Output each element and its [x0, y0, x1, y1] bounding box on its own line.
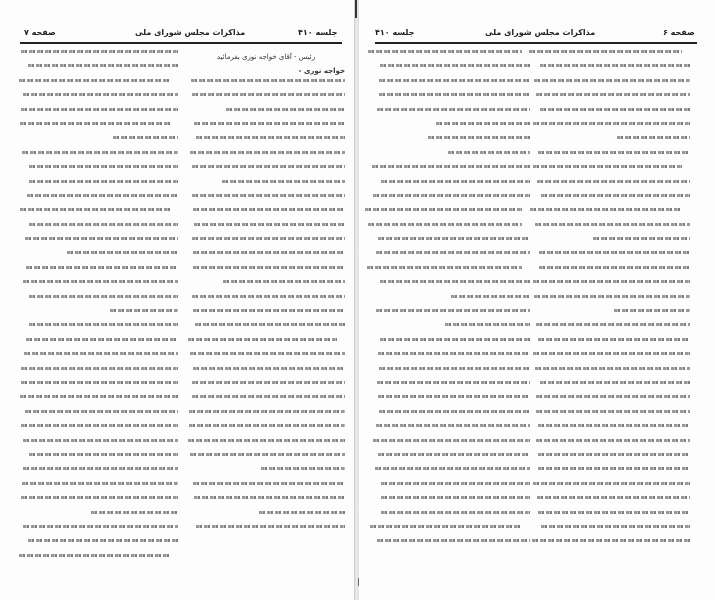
- illegible-text-line: [533, 280, 691, 283]
- header-rule: [20, 42, 342, 44]
- illegible-text-line: [532, 539, 690, 542]
- illegible-text-line: [21, 424, 178, 427]
- illegible-text-line: [29, 295, 178, 298]
- illegible-text-line: [540, 64, 690, 67]
- illegible-text-line: [540, 381, 690, 384]
- illegible-text-line: [223, 280, 345, 283]
- illegible-text-line: [530, 208, 682, 211]
- illegible-text-line: [23, 467, 178, 470]
- illegible-text-line: [189, 410, 345, 413]
- illegible-text-line: [593, 237, 690, 240]
- illegible-text-line: [189, 424, 345, 427]
- illegible-text-line: [188, 338, 337, 341]
- illegible-text-line: [190, 453, 345, 456]
- illegible-text-line: [26, 338, 178, 341]
- illegible-text-line: [378, 395, 530, 398]
- page-mark: [358, 578, 359, 586]
- illegible-text-line: [539, 251, 690, 254]
- illegible-text-line: [259, 511, 345, 514]
- illegible-text-line: [381, 511, 530, 514]
- illegible-text-line: [376, 251, 530, 254]
- illegible-text-line: [193, 482, 345, 485]
- illegible-text-line: [380, 64, 530, 67]
- right-page: [360, 0, 715, 600]
- illegible-text-line: [529, 50, 682, 53]
- illegible-text-line: [536, 323, 690, 326]
- illegible-text-line: [195, 323, 345, 326]
- illegible-text-line: [27, 194, 178, 197]
- speaker-name: خواجه نوری -: [298, 67, 345, 76]
- illegible-text-line: [534, 295, 690, 298]
- illegible-text-line: [536, 410, 690, 413]
- illegible-text-line: [379, 79, 530, 82]
- illegible-text-line: [192, 93, 345, 96]
- illegible-text-line: [28, 539, 178, 542]
- left-page-header: [0, 28, 355, 42]
- illegible-text-line: [24, 352, 178, 355]
- illegible-text-line: [535, 223, 690, 226]
- illegible-text-line: [445, 323, 530, 326]
- illegible-text-line: [381, 482, 530, 485]
- illegible-text-line: [29, 180, 178, 183]
- illegible-text-line: [196, 525, 345, 528]
- illegible-text-line: [23, 525, 178, 528]
- illegible-text-line: [29, 323, 178, 326]
- illegible-text-line: [372, 165, 530, 168]
- illegible-text-line: [448, 151, 530, 154]
- illegible-text-line: [194, 122, 345, 125]
- illegible-text-line: [20, 395, 178, 398]
- illegible-text-line: [28, 64, 178, 67]
- illegible-text-line: [188, 439, 345, 442]
- illegible-text-line: [21, 50, 178, 53]
- page-number: صفحه ۷: [24, 28, 56, 37]
- illegible-text-line: [614, 309, 691, 312]
- illegible-text-line: [541, 194, 691, 197]
- illegible-text-line: [538, 151, 690, 154]
- illegible-text-line: [376, 309, 530, 312]
- illegible-text-line: [537, 180, 690, 183]
- illegible-text-line: [21, 367, 178, 370]
- book-gutter: [354, 0, 359, 600]
- illegible-text-line: [192, 381, 345, 384]
- illegible-text-line: [365, 208, 522, 211]
- illegible-text-line: [368, 50, 522, 53]
- illegible-text-line: [436, 122, 530, 125]
- left-page: [0, 0, 355, 600]
- illegible-text-line: [193, 251, 345, 254]
- illegible-text-line: [193, 208, 345, 211]
- illegible-text-line: [536, 395, 690, 398]
- illegible-text-line: [19, 554, 171, 557]
- illegible-text-line: [533, 165, 682, 168]
- text-column: [532, 50, 690, 554]
- illegible-text-line: [378, 453, 530, 456]
- illegible-text-line: [193, 309, 345, 312]
- right-page-header: [360, 28, 715, 42]
- illegible-text-line: [538, 511, 690, 514]
- illegible-text-line: [20, 122, 170, 125]
- illegible-text-line: [377, 539, 530, 542]
- illegible-text-line: [193, 266, 345, 269]
- gutter-shadow: [355, 0, 357, 18]
- illegible-text-line: [193, 367, 345, 370]
- illegible-text-line: [373, 194, 530, 197]
- illegible-text-line: [380, 280, 530, 283]
- illegible-text-line: [222, 180, 345, 183]
- illegible-text-line: [541, 525, 690, 528]
- illegible-text-line: [379, 410, 530, 413]
- speaker-call: رئیس - آقای خواجه نوری بفرمائید: [216, 53, 316, 61]
- illegible-text-line: [67, 251, 178, 254]
- illegible-text-line: [534, 79, 690, 82]
- illegible-text-line: [192, 237, 345, 240]
- text-column: [372, 50, 530, 554]
- illegible-text-line: [19, 79, 170, 82]
- illegible-text-line: [190, 151, 345, 154]
- session-number: جلسه ۴۱۰: [298, 28, 338, 37]
- running-title: مذاکرات مجلس شورای ملی: [485, 28, 596, 37]
- illegible-text-line: [22, 482, 178, 485]
- illegible-text-line: [535, 367, 690, 370]
- illegible-text-line: [21, 108, 178, 111]
- text-column: [20, 50, 178, 568]
- illegible-text-line: [91, 511, 178, 514]
- illegible-text-line: [261, 467, 345, 470]
- illegible-text-line: [537, 496, 690, 499]
- illegible-text-line: [29, 223, 178, 226]
- header-rule: [375, 42, 697, 44]
- illegible-text-line: [536, 93, 690, 96]
- illegible-text-line: [25, 410, 178, 413]
- running-title: مذاکرات مجلس شورای ملی: [135, 28, 246, 37]
- illegible-text-line: [196, 136, 345, 139]
- illegible-text-line: [194, 223, 345, 226]
- illegible-text-line: [538, 467, 690, 470]
- illegible-text-line: [538, 453, 690, 456]
- session-number: جلسه ۴۱۰: [375, 28, 415, 37]
- illegible-text-line: [380, 338, 530, 341]
- illegible-text-line: [21, 381, 178, 384]
- illegible-text-line: [367, 266, 522, 269]
- illegible-text-line: [25, 237, 178, 240]
- illegible-text-line: [23, 93, 178, 96]
- illegible-text-line: [190, 352, 345, 355]
- illegible-text-line: [192, 194, 345, 197]
- illegible-text-line: [540, 108, 690, 111]
- speaker-line: [187, 64, 345, 78]
- illegible-text-line: [377, 381, 530, 384]
- illegible-text-line: [29, 453, 178, 456]
- illegible-text-line: [381, 180, 530, 183]
- illegible-text-line: [536, 439, 690, 442]
- illegible-text-line: [26, 266, 178, 269]
- illegible-text-line: [533, 482, 690, 485]
- page-number: صفحه ۶: [663, 28, 695, 37]
- illegible-text-line: [23, 439, 178, 442]
- illegible-text-line: [379, 93, 530, 96]
- illegible-text-line: [378, 352, 530, 355]
- illegible-text-line: [20, 208, 170, 211]
- illegible-text-line: [381, 496, 530, 499]
- illegible-text-line: [538, 338, 690, 341]
- illegible-text-line: [375, 467, 530, 470]
- illegible-text-line: [533, 352, 690, 355]
- illegible-text-line: [22, 151, 179, 154]
- illegible-text-line: [29, 165, 178, 168]
- illegible-text-line: [376, 424, 530, 427]
- illegible-text-line: [428, 136, 530, 139]
- illegible-text-line: [539, 266, 690, 269]
- illegible-text-line: [23, 280, 178, 283]
- illegible-text-line: [21, 496, 178, 499]
- illegible-text-line: [533, 122, 690, 125]
- illegible-text-line: [617, 136, 691, 139]
- illegible-text-line: [451, 295, 530, 298]
- illegible-text-line: [191, 79, 345, 82]
- illegible-text-line: [226, 108, 345, 111]
- illegible-text-line: [378, 237, 530, 240]
- illegible-text-line: [538, 424, 690, 427]
- illegible-text-line: [110, 309, 178, 312]
- illegible-text-line: [377, 108, 530, 111]
- illegible-text-line: [113, 136, 178, 139]
- illegible-text-line: [373, 439, 530, 442]
- illegible-text-line: [370, 525, 522, 528]
- illegible-text-line: [192, 395, 345, 398]
- text-column: [187, 50, 345, 539]
- illegible-text-line: [379, 367, 530, 370]
- illegible-text-line: [192, 165, 345, 168]
- illegible-text-line: [192, 295, 345, 298]
- illegible-text-line: [194, 496, 345, 499]
- illegible-text-line: [368, 223, 522, 226]
